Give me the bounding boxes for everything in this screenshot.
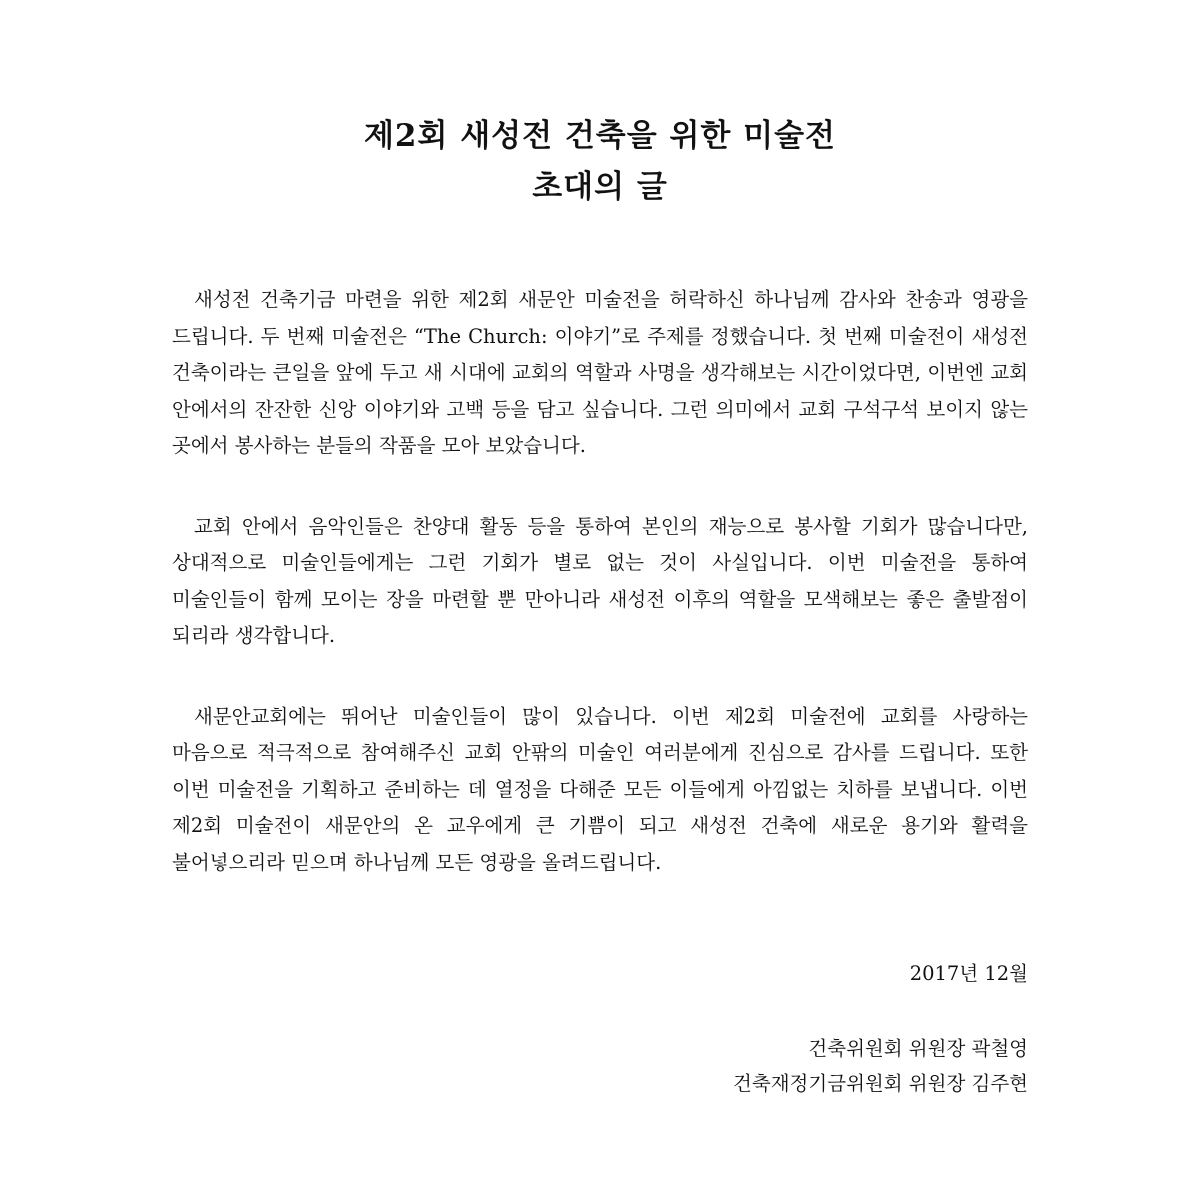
paragraph-1: 새성전 건축기금 마련을 위한 제2회 새문안 미술전을 허락하신 하나님께 감사와 찬송과 영광을 드립니다. 두 번째 미술전은 “The Church: 이야기”로 주제를 정했습니다. 첫 번째 미술전이 새성전 건축이라는 큰일을 앞에 두고 새 시대에 교회의 역할과 사명을 생각해보는 시간이었다면, 이번엔 교회 안에서의 잔잔한 신앙 이야기와 고백 등을 담고 싶습니다. 그런 의미에서 교회 구석구석 보이지 않는 곳에서 봉사하는 분들의 작품을 모아 보았습니다. [172,288,1028,457]
paragraph-3: 새문안교회에는 뛰어난 미술인들이 많이 있습니다. 이번 제2회 미술전에 교회를 사랑하는 마음으로 적극적으로 참여해주신 교회 안팎의 미술인 여러분에게 진심으로 감사를 드립니다. 또한 이번 미술전을 기획하고 준비하는 데 열정을 다해준 모든 이들에게 아낌없는 치하를 보냅니다. 이번 제2회 미술전이 새문안의 온 교우에게 큰 기쁨이 되고 새성전 건축에 새로운 용기와 활력을 불어넣으리라 믿으며 하나님께 모든 영광을 올려드립니다. [172,704,1028,874]
signature-construction-committee: 건축위원회 위원장 곽철영 [808,1037,1028,1060]
signature-finance-committee: 건축재정기금위원회 위원장 김주현 [733,1072,1028,1095]
document-subtitle: 초대의 글 [532,169,668,205]
letter-body [172,282,1028,925]
paragraph-2: 교회 안에서 음악인들은 찬양대 활동 등을 통하여 본인의 재능으로 봉사할 기회가 많습니다만, 상대적으로 미술인들에게는 그런 기회가 별로 없는 것이 사실입니다. 이번 미술전을 통하여 미술인들이 함께 모이는 장을 마련할 뿐 만아니라 새성전 이후의 역할을 모색해보는 좋은 출발점이 되리라 생각합니다. [172,514,1028,647]
letter-date: 2017년 12월 [909,962,1028,985]
document-title: 제2회 새성전 건축을 위한 미술전 [363,118,837,154]
